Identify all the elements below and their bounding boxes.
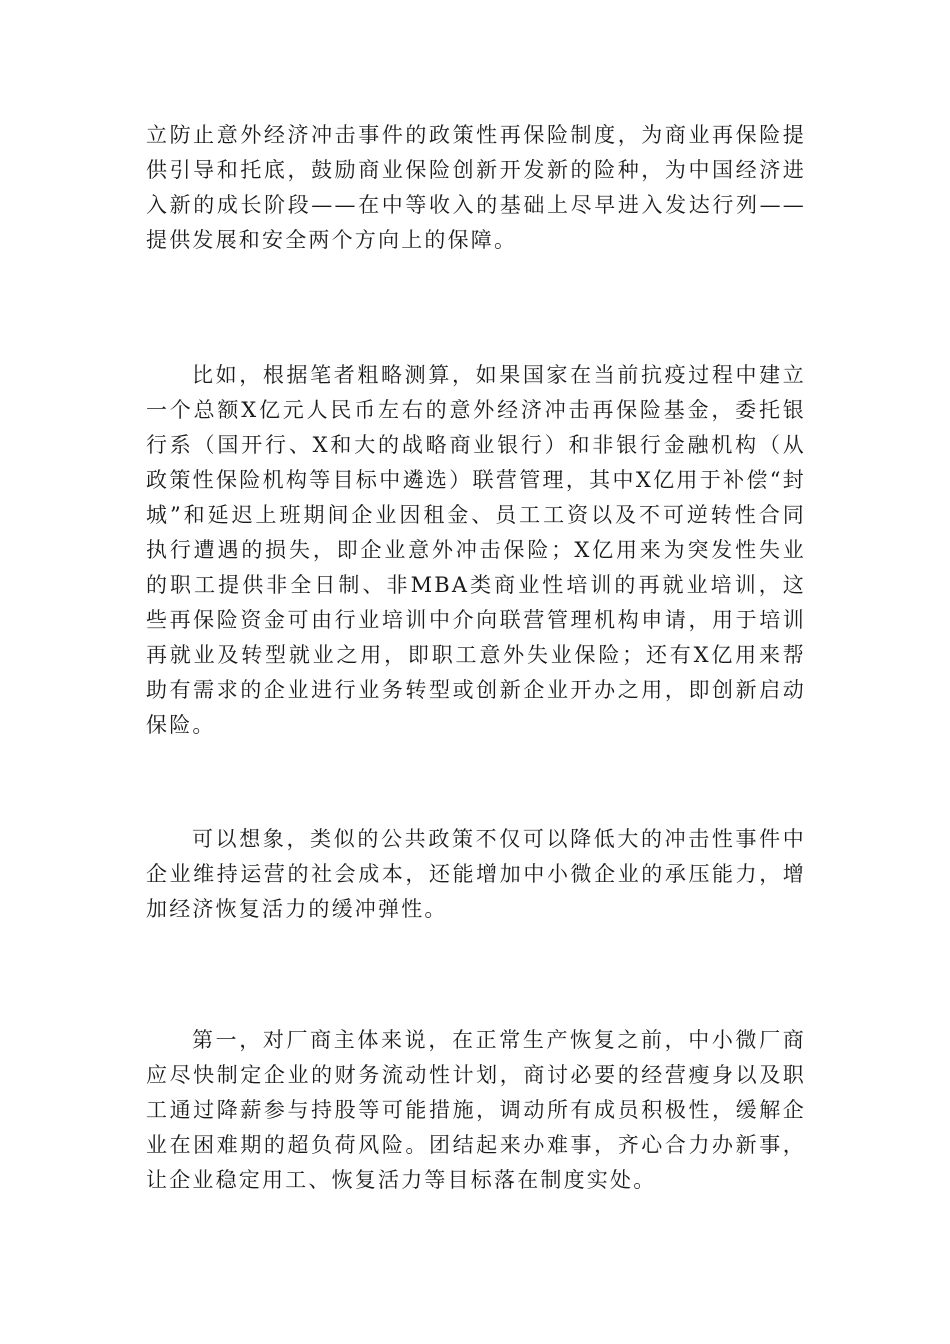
paragraph-example: 比如，根据笔者粗略测算，如果国家在当前抗疫过程中建立一个总额X亿元人民币左右的意外经济冲击再保险基金，委托银行系（国开行、X和大的战略商业银行）和非银行金融机构（从政策性保险机构等目标中遴选）联营管理，其中X亿用于补偿“封城”和延迟上班期间企业因租金、员工工资以及不可逆转性合同执行遭遇的损失，即企业意外冲击保险；X亿用来为突发性失业的职工提供非全日制、非MBA类商业性培训的再就业培训，这些再保险资金可由行业培训中介向联营管理机构申请，用于培训再就业及转型就业之用，即职工意外失业保险；还有X亿用来帮助有需求的企业进行业务转型或创新企业开办之用，即创新启动保险。 [146,363,806,737]
paragraph-continuation: 立防止意外经济冲击事件的政策性再保险制度，为商业再保险提供引导和托底，鼓励商业保险创新开发新的险种，为中国经济进入新的成长阶段——在中等收入的基础上尽早进入发达行列——提供发展和安全两个方向上的保障。 [146,123,806,252]
paragraph-first: 第一，对厂商主体来说，在正常生产恢复之前，中小微厂商应尽快制定企业的财务流动性计划，商讨必要的经营瘦身以及职工通过降薪参与持股等可能措施，调动所有成员积极性，缓解企业在困难期的超负荷风险。团结起来办难事，齐心合力办新事，让企业稳定用工、恢复活力等目标落在制度实处。 [146,1028,806,1192]
paragraph-imagine: 可以想象，类似的公共政策不仅可以降低大的冲击性事件中企业维持运营的社会成本，还能增加中小微企业的承压能力，增加经济恢复活力的缓冲弹性。 [146,827,806,921]
